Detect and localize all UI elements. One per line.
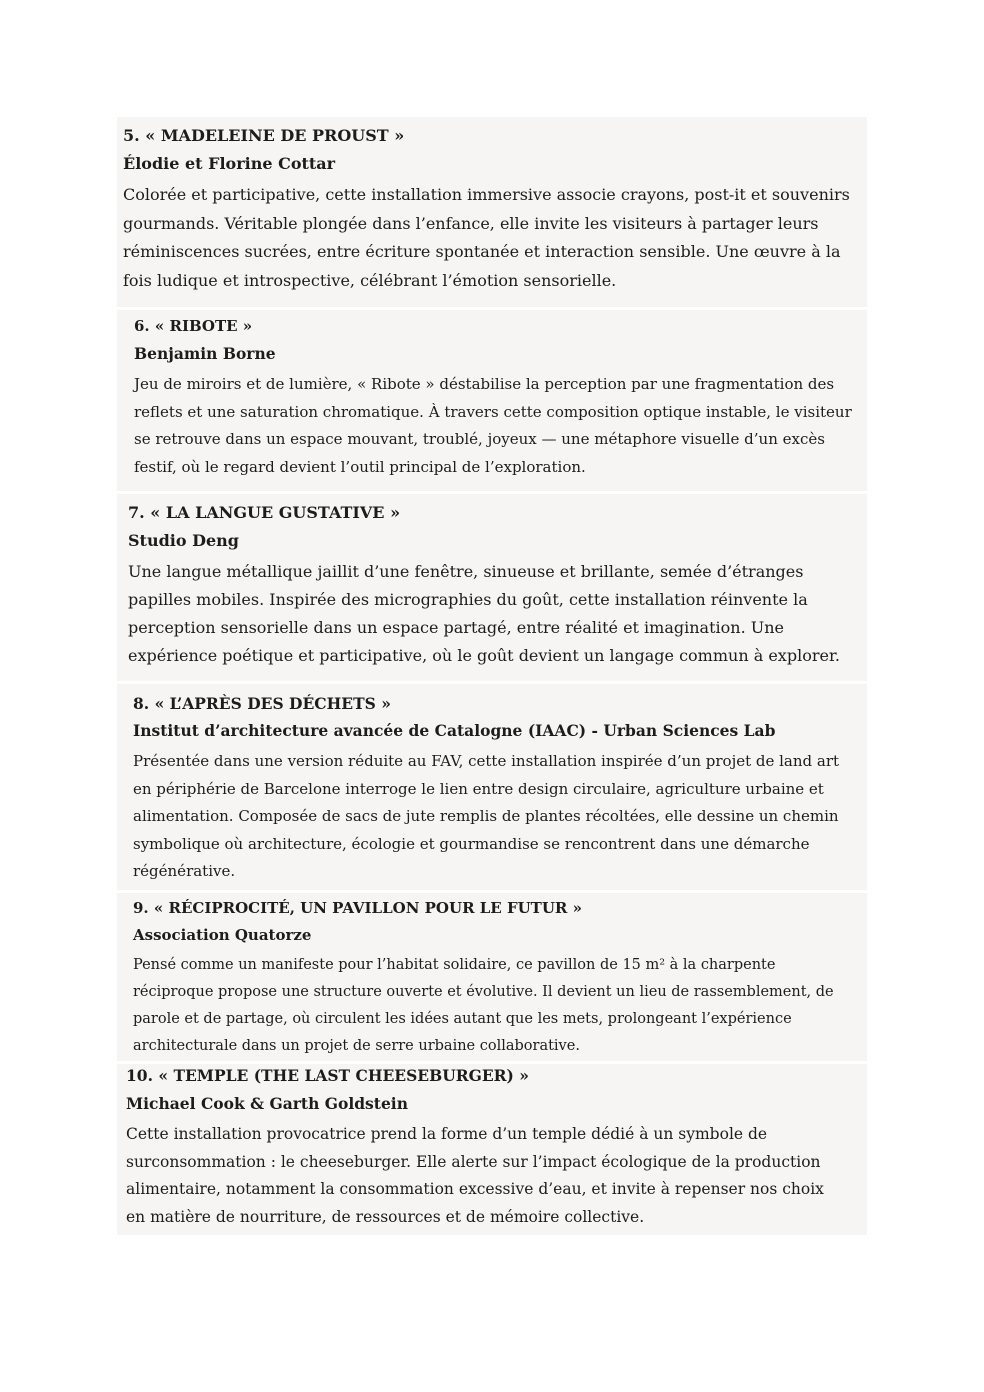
entry-description: Jeu de miroirs et de lumière, « Ribote » déstabilise la perception par une fragmentation des reflets et une saturation chromatique. À travers cette composition optique instable, le visiteur se retrouve dans un espace mouvant, troublé, joyeux — une métaphore visuelle d’un excès festif, où le regard devient l’outil principal de l’exploration. <box>134 375 852 476</box>
entry-description: Cette installation provocatrice prend la forme d’un temple dédié à un symbole de surconsommation : le cheeseburger. Elle alerte sur l’impact écologique de la production alimentaire, notamment la consommation excessive d’eau, et invite à repenser nos choix en matière de nourriture, de ressources et de mémoire collective. <box>126 1125 824 1226</box>
entry-title: 10. « TEMPLE (THE LAST CHEESEBURGER) » <box>126 1066 529 1085</box>
entry-title: 5. « MADELEINE DE PROUST » <box>123 126 405 145</box>
entry-title: 9. « RÉCIPROCITÉ, UN PAVILLON POUR LE FUTUR » <box>133 899 582 917</box>
entry-author: Benjamin Borne <box>134 344 276 363</box>
entry-author: Institut d’architecture avancée de Catalogne (IAAC) - Urban Sciences Lab <box>133 721 776 740</box>
entry-title: 6. « RIBOTE » <box>134 317 253 335</box>
entry-title: 8. « L’APRÈS DES DÉCHETS » <box>133 694 391 713</box>
entry-author: Association Quatorze <box>133 926 312 944</box>
entry-description: Colorée et participative, cette installation immersive associe crayons, post-it et souvenirs gourmands. Véritable plongée dans l’enfance, elle invite les visiteurs à partager leurs réminiscences sucrées, entre écriture spontanée et interaction sensible. Une œuvre à la fois ludique et introspective, célébrant l’émotion sensorielle. <box>123 185 850 291</box>
entry-description: Pensé comme un manifeste pour l’habitat solidaire, ce pavillon de 15 m² à la charpente réciproque propose une structure ouverte et évolutive. Il devient un lieu de rassemblement, de parole et de partage, où circulent les idées autant que les mets, prolongeant l’expérience architecturale dans un projet de serre urbaine collaborative. <box>133 957 834 1054</box>
entry-block-8 <box>117 684 867 890</box>
entry-block-5 <box>117 117 867 307</box>
entry-author: Michael Cook & Garth Goldstein <box>126 1094 408 1113</box>
entry-description: Une langue métallique jaillit d’une fenêtre, sinueuse et brillante, semée d’étranges papilles mobiles. Inspirée des micrographies du goût, cette installation réinvente la perception sensorielle dans un espace partagé, entre réalité et imagination. Une expérience poétique et participative, où le goût devient un langage commun à explorer. <box>128 562 840 665</box>
entry-block-10 <box>117 1064 867 1235</box>
entry-block-6 <box>117 310 867 491</box>
entry-description: Présentée dans une version réduite au FAV, cette installation inspirée d’un projet de land art en périphérie de Barcelone interroge le lien entre design circulaire, agriculture urbaine et alimentation. Composée de sacs de jute remplis de plantes récoltées, elle dessine un chemin symbolique où architecture, écologie et gourmandise se rencontrent dans une démarche régénérative. <box>133 752 840 880</box>
entry-block-7 <box>117 494 867 681</box>
entry-author: Élodie et Florine Cottar <box>123 154 336 173</box>
entry-title: 7. « LA LANGUE GUSTATIVE » <box>128 503 401 522</box>
entry-block-9 <box>117 893 867 1061</box>
entry-author: Studio Deng <box>128 531 239 550</box>
document-page <box>117 117 867 1238</box>
